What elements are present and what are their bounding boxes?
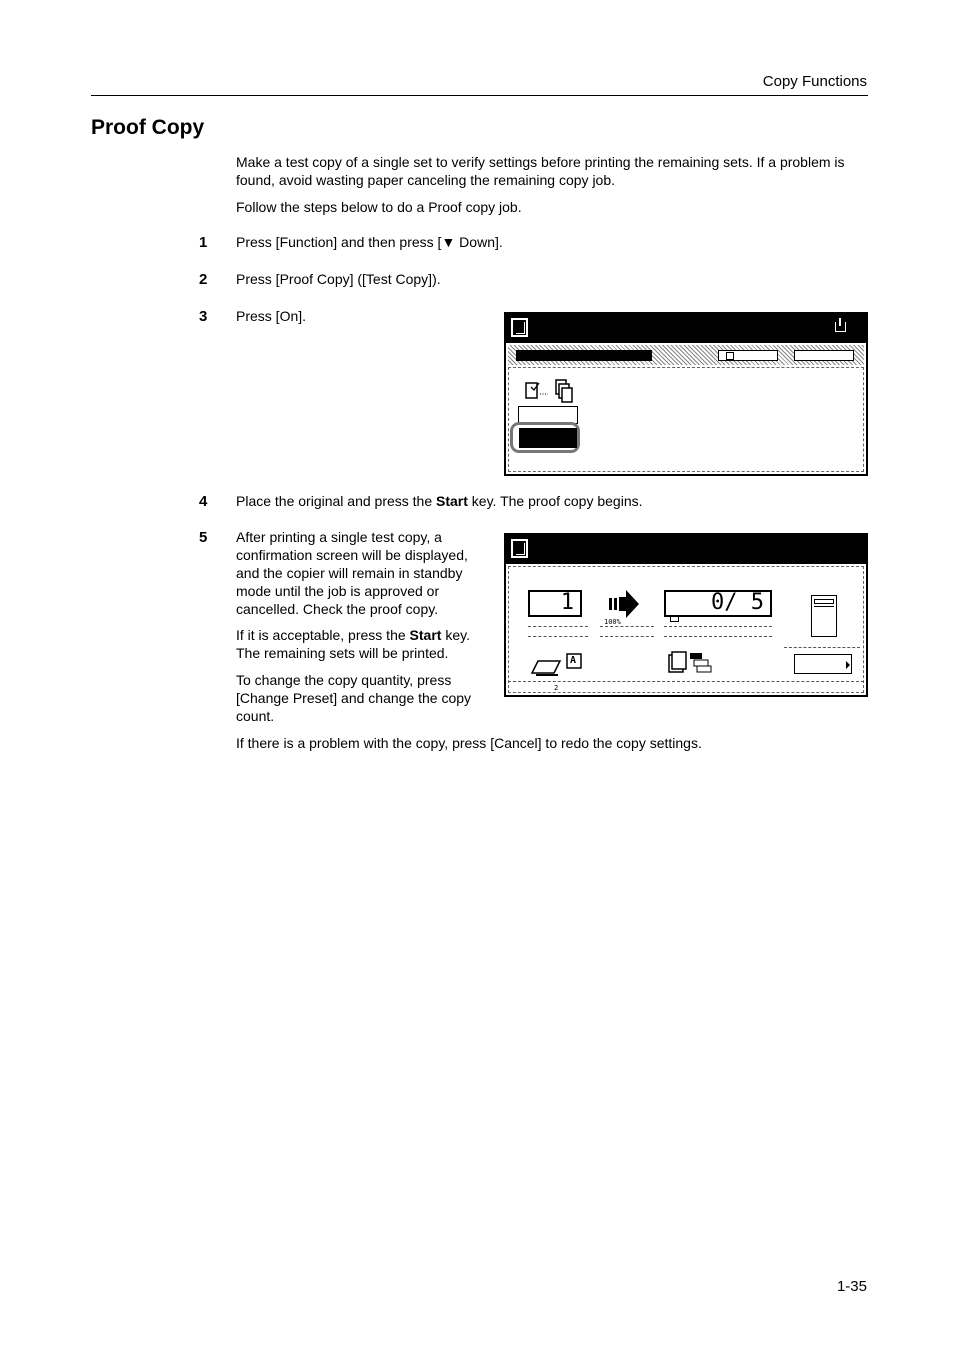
copies-printed-counter: 1 — [528, 590, 582, 617]
separator — [784, 647, 860, 648]
step-number: 1 — [199, 234, 208, 251]
separator — [528, 626, 588, 627]
running-header: Copy Functions — [762, 73, 867, 90]
step-5-change-preset: To change the copy quantity, press [Change Preset] and change the copy count. — [236, 672, 472, 724]
proof-copy-icon — [524, 378, 574, 404]
back-button[interactable] — [794, 350, 854, 361]
power-icon — [835, 322, 846, 332]
step-5-paragraph — [236, 528, 498, 618]
step-text: Press [Proof Copy] ([Test Copy]). — [236, 271, 441, 287]
start-key-label: Start — [409, 627, 442, 643]
intro-follow: Follow the steps below to do a Proof copy job. — [236, 199, 522, 215]
separator — [600, 636, 654, 637]
panel-screen-proof-copy — [504, 312, 868, 476]
copy-mode-icon — [511, 539, 528, 558]
closing-paragraph: If there is a problem with the copy, press [Cancel] to redo the copy settings. — [236, 735, 702, 751]
separator — [664, 626, 772, 627]
step-5-line: confirmation screen will be displayed, — [236, 547, 468, 563]
step-number: 4 — [199, 493, 208, 510]
zoom-label: 100% — [604, 618, 621, 626]
separator — [664, 636, 772, 637]
arrow-right-icon — [846, 661, 850, 669]
separator — [528, 636, 588, 637]
sort-mode-icon — [668, 651, 720, 675]
step-5-line: and the copier will remain in standby — [236, 565, 463, 581]
intro-paragraph — [236, 153, 876, 189]
separator — [600, 626, 654, 627]
copy-progress-counter: 0/ 5 — [664, 590, 772, 617]
step-5-acceptable: If it is acceptable, press the Start key. The remaining sets will be printed. — [236, 627, 470, 661]
intro-line-2: found, avoid wasting paper canceling the remaining copy job. — [236, 172, 616, 188]
step-5-line: cancelled. Check the proof copy. — [236, 601, 439, 617]
copy-mode-icon — [511, 318, 528, 337]
shortcut-icon — [726, 352, 734, 360]
page-number: 1-35 — [836, 1278, 867, 1295]
step-text: Press [Function] and then press [▼ Down]. — [236, 234, 503, 250]
intro-line-1: Make a test copy of a single set to verify settings before printing the remaining sets. If a problem is — [236, 154, 845, 170]
shortcut-button[interactable] — [718, 350, 778, 361]
tray-letter: A — [570, 655, 577, 666]
step-text: Press [On]. — [236, 308, 307, 324]
step-number: 5 — [199, 529, 208, 546]
step-number: 3 — [199, 308, 208, 325]
header-rule — [91, 95, 868, 96]
screen-function-name-bar — [516, 350, 652, 361]
step-5-line: After printing a single test copy, a — [236, 529, 442, 545]
arrow-right-icon — [608, 589, 640, 619]
start-key-label: Start — [436, 493, 468, 509]
output-tray-icon — [811, 595, 837, 637]
screen-title-bar — [506, 535, 866, 564]
paper-size-icon — [670, 615, 679, 622]
change-preset-button[interactable] — [794, 654, 852, 674]
step-5-line: mode until the job is approved or — [236, 583, 440, 599]
step-text: Place the original and press the Start key. The proof copy begins. — [236, 493, 643, 509]
on-button[interactable] — [519, 428, 577, 448]
step-number: 2 — [199, 271, 208, 288]
paper-tray-icon — [530, 653, 588, 677]
screen-tab-row — [508, 345, 864, 365]
separator — [508, 681, 864, 682]
status-number: 2 — [554, 684, 559, 692]
screen-title-bar — [506, 314, 866, 343]
section-title: Proof Copy — [91, 116, 205, 139]
panel-screen-confirmation — [504, 533, 868, 697]
